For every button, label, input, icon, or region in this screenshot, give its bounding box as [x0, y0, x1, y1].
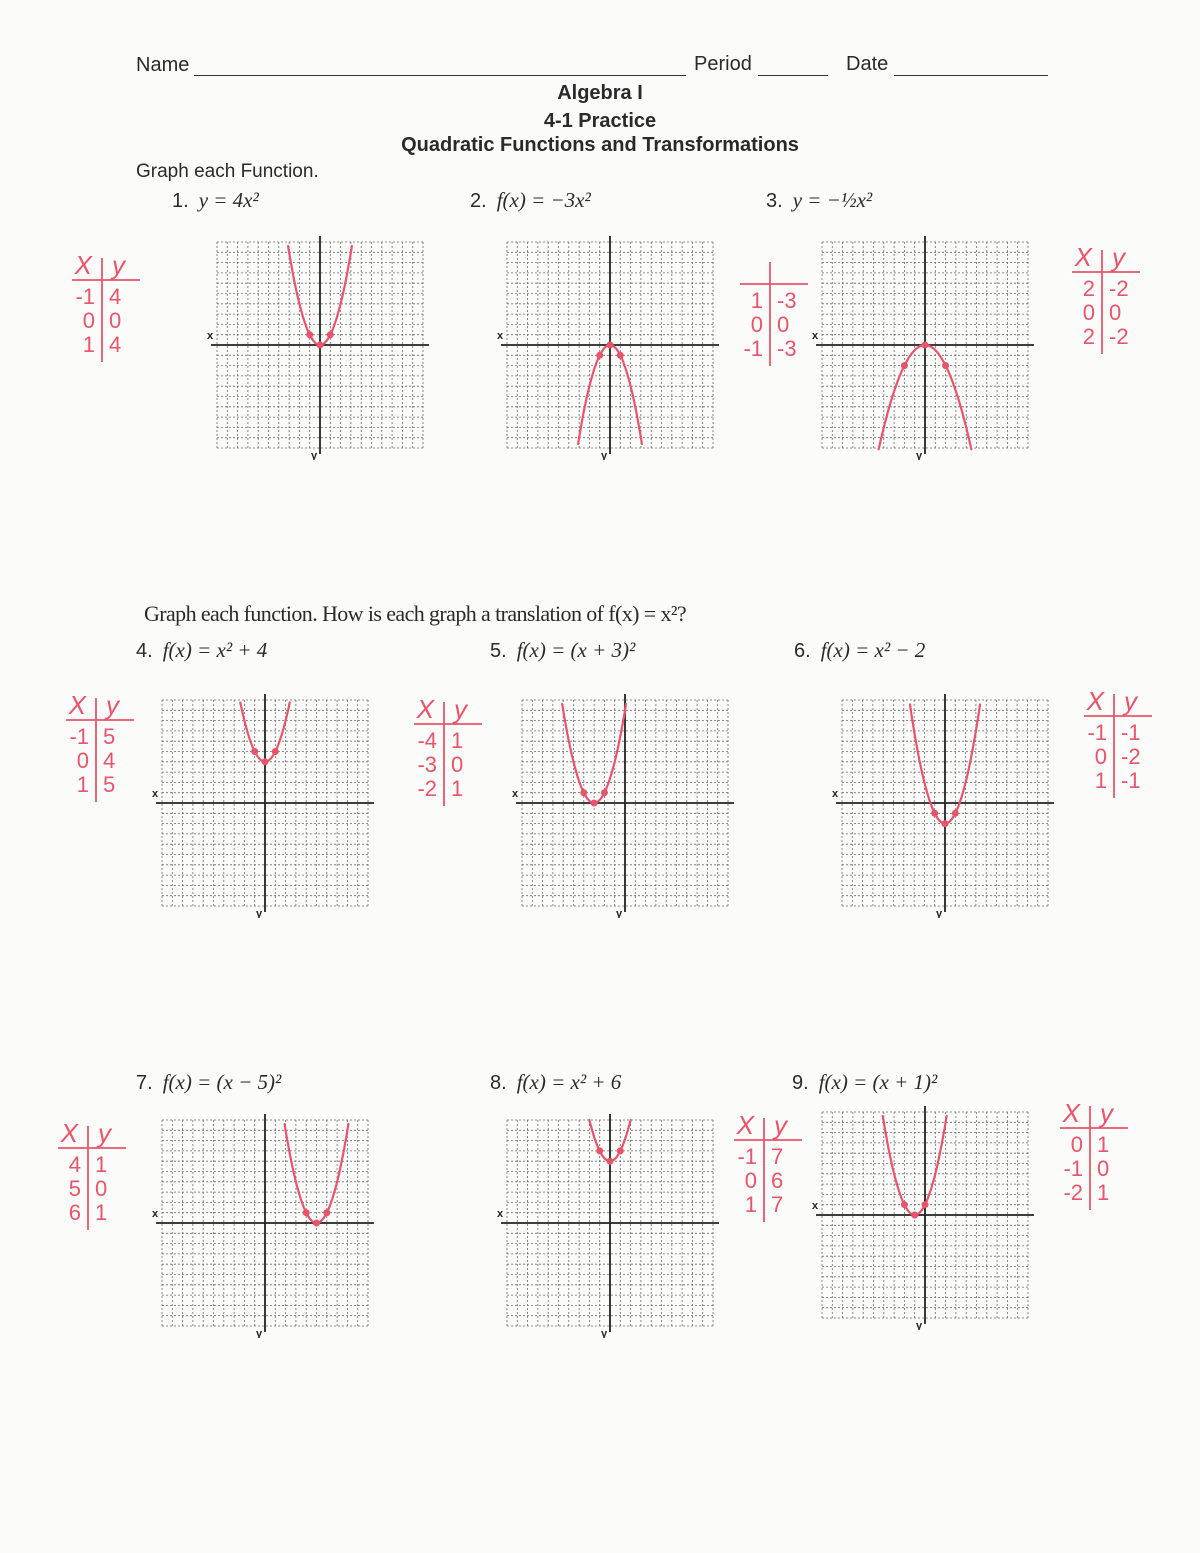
table-cell-y: 0: [109, 308, 122, 333]
table-cell-y: 1: [451, 728, 464, 753]
table-cell-y: 1: [95, 1152, 108, 1177]
table-cell-x: -4: [417, 728, 437, 753]
plotted-point: [327, 331, 334, 338]
plotted-point: [262, 758, 269, 765]
plotted-point: [607, 342, 614, 349]
plotted-point: [901, 1201, 908, 1208]
problem-7: 7. f(x) = (x − 5)²: [136, 1070, 282, 1094]
xy-table-6: [1074, 688, 1164, 808]
table-header-y: y: [106, 692, 119, 720]
y-axis-label: y: [601, 450, 608, 460]
graph-7[interactable]: [150, 1108, 380, 1338]
table-header-x: X: [74, 252, 92, 280]
table-cell-x: -1: [743, 336, 763, 361]
y-axis-label: y: [916, 1320, 923, 1330]
table-cell-x: -2: [1063, 1180, 1083, 1205]
graph-8[interactable]: [495, 1108, 725, 1338]
table-header-y: y: [112, 252, 125, 280]
table-cell-y: 5: [103, 772, 116, 797]
instructions-part1: Graph each Function.: [136, 161, 319, 182]
y-axis-label: y: [916, 450, 923, 460]
xy-table-4: [56, 692, 146, 812]
y-axis-label: y: [616, 908, 623, 918]
problem-1: 1. y = 4x²: [172, 188, 259, 212]
table-cell-x: 0: [82, 308, 95, 333]
date-field[interactable]: [894, 75, 1048, 76]
plotted-point: [942, 820, 949, 827]
x-axis-label: x: [812, 330, 819, 342]
plotted-point: [596, 352, 603, 359]
table-header-y: y: [774, 1112, 787, 1140]
plotted-point: [596, 1147, 603, 1154]
table-header-y: y: [1124, 688, 1137, 716]
plotted-point: [323, 1209, 330, 1216]
x-axis-label: x: [152, 788, 159, 800]
plotted-point: [303, 1209, 310, 1216]
y-axis-label: y: [256, 908, 263, 918]
table-header-y: y: [1100, 1100, 1113, 1128]
table-cell-x: 5: [68, 1176, 81, 1201]
table-cell-y: -2: [1109, 276, 1129, 301]
table-cell-y: 0: [777, 312, 790, 337]
table-cell-y: -3: [777, 288, 797, 313]
table-cell-x: 2: [1082, 324, 1095, 349]
table-cell-x: 0: [76, 748, 89, 773]
problem-8: 8. f(x) = x² + 6: [490, 1070, 622, 1094]
table-cell-y: -3: [777, 336, 797, 361]
problem-5: 5. f(x) = (x + 3)²: [490, 638, 636, 662]
table-header-y: y: [454, 696, 467, 724]
plotted-point: [617, 1147, 624, 1154]
name-field[interactable]: [194, 75, 686, 76]
x-axis-label: x: [832, 788, 839, 800]
x-axis-label: x: [497, 1208, 504, 1220]
plotted-point: [317, 342, 324, 349]
table-cell-y: -1: [1121, 720, 1141, 745]
table-cell-y: 1: [451, 776, 464, 801]
table-header-x: X: [736, 1112, 754, 1140]
table-header-y: y: [1112, 244, 1125, 272]
graph-2[interactable]: [495, 230, 725, 460]
x-axis-label: x: [497, 330, 504, 342]
xy-table-3: [1062, 244, 1152, 374]
plotted-point: [922, 1201, 929, 1208]
instructions-part2: Graph each function. How is each graph a translation of f(x) = x²?: [144, 601, 687, 626]
graph-1[interactable]: [205, 230, 435, 460]
graph-3[interactable]: [810, 230, 1040, 460]
table-cell-y: 0: [1097, 1156, 1110, 1181]
graph-9[interactable]: [810, 1100, 1040, 1330]
table-cell-y: 1: [1097, 1180, 1110, 1205]
xy-table-8: [724, 1112, 814, 1252]
table-cell-x: 1: [1094, 768, 1107, 793]
table-cell-x: -1: [75, 284, 95, 309]
problem-4: 4. f(x) = x² + 4: [136, 638, 268, 662]
plotted-point: [251, 748, 258, 755]
plotted-point: [942, 362, 949, 369]
table-cell-y: 1: [1097, 1132, 1110, 1157]
table-cell-x: 4: [68, 1152, 81, 1177]
table-header-x: X: [1086, 688, 1104, 716]
table-cell-y: 0: [1109, 300, 1122, 325]
plotted-point: [580, 789, 587, 796]
xy-table-1: [62, 252, 152, 382]
problem-2: 2. f(x) = −3x²: [470, 188, 591, 212]
plotted-point: [931, 810, 938, 817]
plotted-point: [901, 362, 908, 369]
problem-3: 3. y = −½x²: [766, 188, 873, 212]
table-cell-x: 1: [744, 1192, 757, 1217]
table-header-x: X: [416, 696, 434, 724]
plotted-point: [911, 1212, 918, 1219]
plotted-point: [306, 331, 313, 338]
y-axis-label: y: [256, 1328, 263, 1338]
period-label: Period: [694, 53, 752, 75]
table-header-x: X: [60, 1120, 78, 1148]
table-cell-y: 4: [103, 748, 116, 773]
plotted-point: [601, 789, 608, 796]
table-cell-y: 1: [95, 1200, 108, 1225]
y-axis-label: y: [311, 450, 318, 460]
period-field[interactable]: [758, 75, 828, 76]
table-header-x: X: [68, 692, 86, 720]
table-header-x: X: [1062, 1100, 1080, 1128]
table-header-x: X: [1074, 244, 1092, 272]
plotted-point: [313, 1220, 320, 1227]
problem-6: 6. f(x) = x² − 2: [794, 638, 926, 662]
x-axis-label: x: [207, 330, 214, 342]
problem-9: 9. f(x) = (x + 1)²: [792, 1070, 938, 1094]
table-cell-x: 0: [1094, 744, 1107, 769]
plotted-point: [607, 1158, 614, 1165]
table-cell-x: -3: [417, 752, 437, 777]
table-cell-x: 2: [1082, 276, 1095, 301]
name-label: Name: [136, 54, 190, 76]
table-cell-x: 0: [1070, 1132, 1083, 1157]
table-cell-y: 6: [771, 1168, 784, 1193]
table-header-y: y: [98, 1120, 111, 1148]
graph-6[interactable]: [830, 688, 1060, 918]
table-cell-x: -1: [69, 724, 89, 749]
table-cell-x: 0: [744, 1168, 757, 1193]
table-cell-x: -1: [1063, 1156, 1083, 1181]
table-cell-y: 4: [109, 284, 122, 309]
xy-table-5: [404, 696, 494, 826]
table-cell-y: 5: [103, 724, 116, 749]
date-label: Date: [846, 53, 889, 75]
table-cell-x: -2: [417, 776, 437, 801]
table-cell-y: 0: [95, 1176, 108, 1201]
table-cell-y: -2: [1109, 324, 1129, 349]
y-axis-label: y: [936, 908, 943, 918]
table-cell-x: 1: [76, 772, 89, 797]
table-cell-x: -1: [737, 1144, 757, 1169]
plotted-point: [952, 810, 959, 817]
plotted-point: [591, 800, 598, 807]
table-cell-x: 0: [1082, 300, 1095, 325]
topic-title: Quadratic Functions and Transformations: [401, 134, 799, 156]
table-cell-x: 6: [68, 1200, 81, 1225]
x-axis-label: x: [812, 1200, 819, 1212]
table-cell-y: 0: [451, 752, 464, 777]
table-cell-x: -1: [1087, 720, 1107, 745]
table-cell-y: 7: [771, 1144, 784, 1169]
xy-table-9: [1050, 1100, 1140, 1240]
xy-table-7: [48, 1120, 138, 1270]
table-cell-x: 1: [82, 332, 95, 357]
xy-table-2: [730, 256, 810, 366]
table-cell-y: 4: [109, 332, 122, 357]
plotted-point: [617, 352, 624, 359]
graph-4[interactable]: [150, 688, 380, 918]
course-title: Algebra I: [557, 82, 643, 104]
table-cell-y: -2: [1121, 744, 1141, 769]
table-cell-x: 1: [750, 288, 763, 313]
lesson-title: 4-1 Practice: [543, 110, 657, 132]
x-axis-label: x: [152, 1208, 159, 1220]
table-cell-x: 0: [750, 312, 763, 337]
plotted-point: [922, 342, 929, 349]
y-axis-label: y: [601, 1328, 608, 1338]
x-axis-label: x: [512, 788, 519, 800]
graph-5[interactable]: [510, 688, 740, 918]
plotted-point: [272, 748, 279, 755]
table-cell-y: -1: [1121, 768, 1141, 793]
table-cell-y: 7: [771, 1192, 784, 1217]
